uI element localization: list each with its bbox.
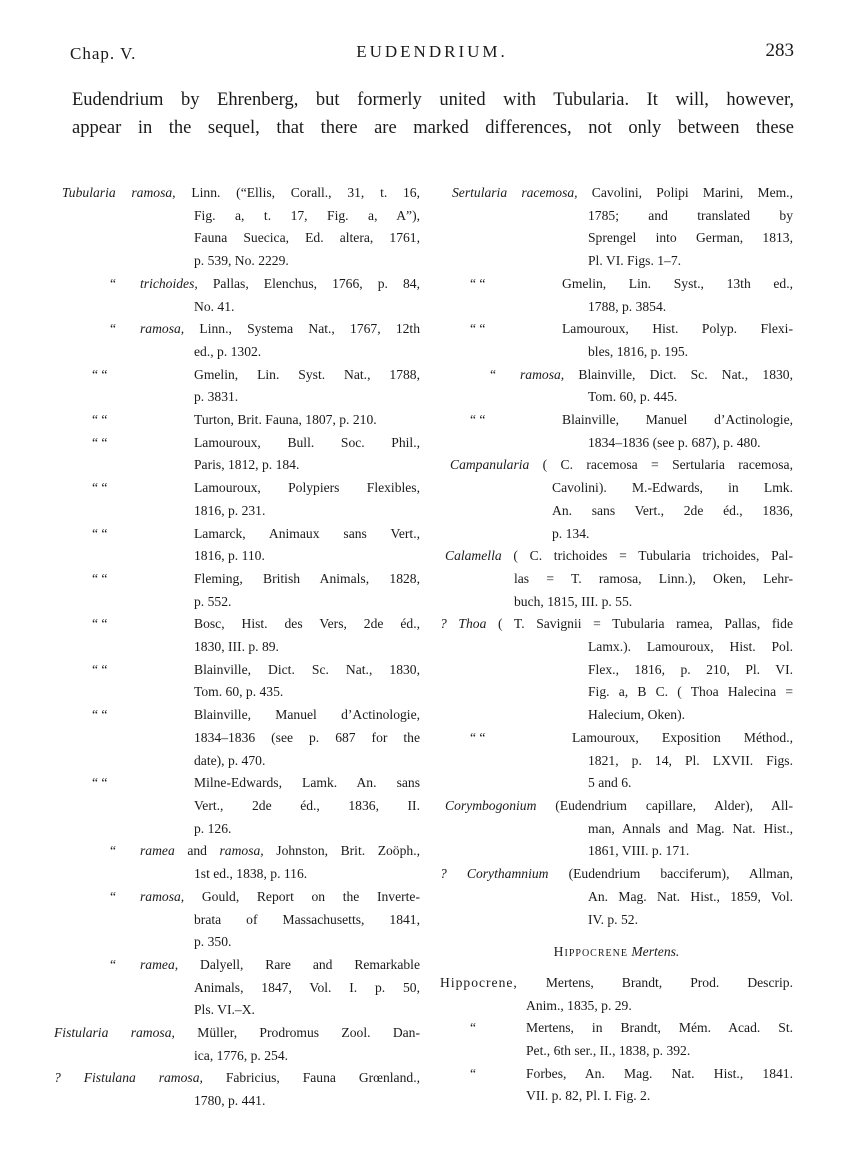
citation-line: (Eudendrium capillare, Alder), All- — [555, 797, 793, 813]
synonymy-entry — [440, 795, 793, 863]
citation-line: (Eudendrium bacciferum), Allman, — [568, 866, 793, 882]
taxon-name: Hippocrene, — [440, 974, 518, 990]
citation-line: 5 and 6. — [588, 775, 632, 791]
citation-line: Fig. a, t. 17, Fig. a, A”), — [194, 207, 420, 223]
synonymy-entry — [440, 273, 793, 318]
ditto-mark: “ “ — [92, 525, 108, 541]
citation-line: brata of Massachusetts, 1841, — [194, 911, 420, 927]
citation-line: p. 350. — [194, 934, 232, 950]
taxon-name: Campanularia — [450, 457, 530, 473]
synonymy-entry — [62, 318, 420, 363]
taxon-name: Corymbogonium — [445, 797, 537, 813]
ditto-mark: “ “ — [92, 570, 108, 586]
synonymy-entry — [62, 364, 420, 409]
citation-line: las = T. ramosa, Linn.), Oken, Lehr- — [514, 570, 793, 586]
synonymy-left-column — [54, 182, 421, 1113]
ditto-mark: “ “ — [92, 707, 108, 723]
citation-line: Fauna Suecica, Ed. altera, 1761, — [194, 230, 420, 246]
citation-line: Gmelin, Lin. Syst., 13th ed., — [562, 275, 793, 291]
citation-line: Forbes, An. Mag. Nat. Hist., 1841. — [526, 1065, 793, 1081]
citation-line: Tom. 60, p. 445. — [588, 389, 678, 405]
citation-line: ( C. racemosa = Sertularia racemosa, — [542, 457, 793, 473]
intro-line: appear in the sequel, that there are marked differences, not only between these — [72, 118, 794, 138]
synonymy-entry — [62, 273, 420, 318]
citation-line: Lamouroux, Polypiers Flexibles, — [194, 480, 420, 496]
citation-line: Gmelin, Lin. Syst. Nat., 1788, — [194, 366, 420, 382]
ditto-mark: “ “ — [92, 775, 108, 791]
citation-line: Linn. (“Ellis, Corall., 31, t. 16, — [191, 185, 420, 200]
synonymy-entry — [62, 954, 420, 1022]
taxon-name: ramosa, — [140, 888, 185, 904]
citation-line: Bosc, Hist. des Vers, 2de éd., — [194, 616, 420, 632]
citation-line: An. Mag. Nat. Hist., 1859, Vol. — [588, 888, 793, 904]
synonymy-entry — [62, 704, 420, 772]
ditto-mark: “ “ — [470, 412, 486, 428]
synonymy-entry — [62, 477, 420, 522]
ditto-mark: “ — [470, 1020, 477, 1036]
taxon-name: ramosa, — [219, 843, 264, 859]
citation-line: An. sans Vert., 2de éd., 1836, — [552, 502, 793, 518]
synonymy-entry — [440, 545, 793, 613]
citation-line: No. 41. — [194, 298, 235, 314]
citation-line: Flex., 1816, p. 210, Pl. VI. — [588, 661, 793, 677]
chapter-label: Chap. V. — [70, 44, 137, 63]
citation-line: ( T. Savignii = Tubularia ramea, Pallas, fide — [498, 616, 793, 632]
synonymy-entry — [440, 182, 793, 273]
taxon-name: ramosa, — [140, 321, 185, 337]
citation-line: Blainville, Dict. Sc. Nat., 1830, — [578, 366, 793, 382]
synonymy-entry — [62, 886, 420, 954]
citation-line: 1830, III. p. 89. — [194, 639, 279, 655]
taxon-name: ramea — [140, 843, 175, 859]
synonymy-entry — [440, 727, 793, 795]
citation-line: Pallas, Elenchus, 1766, p. 84, — [212, 275, 420, 291]
ditto-mark: “ “ — [92, 412, 108, 428]
citation-line: Lamarck, Animaux sans Vert., — [194, 525, 420, 541]
citation-line: 1816, p. 110. — [194, 548, 265, 564]
citation-line: Sprengel into German, 1813, — [588, 230, 793, 246]
citation-line: Pls. VI.–X. — [194, 1002, 255, 1018]
citation-line: Anim., 1835, p. 29. — [526, 997, 632, 1013]
citation-line: Vert., 2de éd., 1836, II. — [194, 797, 420, 813]
connector-text: and — [174, 843, 220, 859]
citation-line: Mertens, Brandt, Prod. Descrip. — [545, 974, 793, 990]
citation-line: Halecium, Oken). — [588, 707, 686, 723]
synonymy-entry — [62, 840, 420, 885]
citation-line: Müller, Prodromus Zool. Dan- — [197, 1025, 421, 1041]
citation-line: bles, 1816, p. 195. — [588, 343, 689, 359]
citation-line: Mertens, in Brandt, Mém. Acad. St. — [526, 1020, 793, 1036]
citation-line: Animals, 1847, Vol. I. p. 50, — [194, 979, 420, 995]
page-number: 283 — [765, 40, 794, 61]
section-genus: Hippocrene — [553, 944, 628, 960]
synonymy-entry — [62, 523, 420, 568]
synonymy-entry — [62, 772, 420, 840]
citation-line: Lamouroux, Exposition Méthod., — [572, 729, 793, 745]
citation-line: 1861, VIII. p. 171. — [588, 843, 690, 859]
ditto-mark: “ “ — [92, 366, 108, 382]
ditto-mark: “ — [110, 956, 117, 972]
citation-line: Turton, Brit. Fauna, 1807, p. 210. — [194, 412, 377, 428]
citation-line: Pl. VI. Figs. 1–7. — [588, 253, 682, 269]
citation-line: Blainville, Manuel d’Actinologie, — [194, 707, 420, 723]
synonymy-entry — [440, 1063, 793, 1108]
citation-line: Milne-Edwards, Lamk. An. sans — [194, 775, 420, 791]
citation-line: 1821, p. 14, Pl. LXVII. Figs. — [588, 752, 793, 768]
ditto-mark: “ — [110, 321, 117, 337]
synonymy-entry — [62, 409, 420, 432]
section-heading — [440, 941, 793, 964]
citation-line: Pet., 6th ser., II., 1838, p. 392. — [526, 1043, 691, 1059]
citation-line: Cavolini). M.-Edwards, in Lmk. — [552, 480, 793, 496]
taxon-name: ramea, — [140, 956, 179, 972]
citation-line: ( C. trichoides = Tubularia trichoides, Pal- — [513, 548, 793, 564]
citation-line: 1834–1836 (see p. 687 for the — [194, 729, 420, 745]
citation-line: Fabricius, Fauna Grœnland., — [225, 1070, 420, 1086]
citation-line: buch, 1815, III. p. 55. — [514, 593, 633, 609]
taxon-name: ramosa, — [520, 366, 565, 382]
citation-line: 1st ed., 1838, p. 116. — [194, 866, 308, 882]
synonymy-entry — [62, 568, 420, 613]
taxon-name: ? Corythamnium — [440, 866, 549, 882]
citation-line: Paris, 1812, p. 184. — [194, 457, 300, 473]
ditto-mark: “ “ — [470, 275, 486, 291]
citation-line: ed., p. 1302. — [194, 343, 262, 359]
citation-line: Johnston, Brit. Zoöph., — [276, 843, 420, 859]
ditto-mark: “ “ — [92, 661, 108, 677]
taxon-name: trichoides, — [140, 275, 198, 291]
ditto-mark: “ — [110, 888, 117, 904]
citation-line: IV. p. 52. — [588, 911, 638, 927]
taxon-name: Fistularia ramosa, — [54, 1025, 175, 1041]
taxon-name: Tubularia ramosa, — [62, 185, 176, 200]
synonymy-entry — [62, 613, 420, 658]
citation-line: 1788, p. 3854. — [588, 298, 667, 314]
citation-line: 1780, p. 441. — [194, 1093, 266, 1109]
synonymy-entry — [54, 1022, 421, 1067]
ditto-mark: “ “ — [92, 616, 108, 632]
citation-line: Lamx.). Lamouroux, Hist. Pol. — [588, 639, 793, 655]
synonymy-entry — [62, 659, 420, 704]
synonymy-entry — [440, 409, 793, 454]
synonymy-entry — [62, 182, 420, 273]
section-author: Mertens. — [631, 944, 680, 960]
citation-line: ica, 1776, p. 254. — [194, 1047, 289, 1063]
ditto-mark: “ — [110, 843, 117, 859]
citation-line: Tom. 60, p. 435. — [194, 684, 284, 700]
citation-line: man, Annals and Mag. Nat. Hist., — [588, 820, 793, 836]
ditto-mark: “ — [110, 275, 117, 291]
taxon-name: ? Fistulana ramosa, — [54, 1070, 203, 1086]
synonymy-entry — [440, 613, 793, 727]
citation-line: 1785; and translated by — [588, 207, 793, 223]
taxon-name: Sertularia racemosa, — [452, 185, 578, 200]
synonymy-entry — [440, 318, 793, 363]
ditto-mark: “ “ — [470, 321, 486, 337]
citation-line: Blainville, Manuel d’Actinologie, — [562, 412, 793, 428]
synonymy-entry — [62, 432, 420, 477]
intro-line: Eudendrium by Ehrenberg, but formerly united with Tubularia. It will, however, — [72, 90, 794, 110]
synonymy-entry — [440, 1017, 793, 1062]
citation-line: p. 126. — [194, 820, 232, 836]
citation-line: p. 539, No. 2229. — [194, 253, 289, 269]
citation-line: date), p. 470. — [194, 752, 266, 768]
ditto-mark: “ — [470, 1065, 477, 1081]
citation-line: p. 134. — [552, 525, 590, 541]
citation-line: Fleming, British Animals, 1828, — [194, 570, 420, 586]
running-header — [70, 40, 794, 70]
ditto-mark: “ — [490, 366, 497, 382]
taxon-name: Calamella — [445, 548, 502, 564]
citation-line: Blainville, Dict. Sc. Nat., 1830, — [194, 661, 420, 677]
synonymy-entry — [440, 454, 793, 545]
citation-line: Dalyell, Rare and Remarkable — [200, 956, 420, 972]
taxon-name: ? Thoa — [440, 616, 487, 632]
ditto-mark: “ “ — [92, 480, 108, 496]
citation-line: p. 552. — [194, 593, 232, 609]
citation-line: Fig. a, B C. ( Thoa Halecina = — [588, 684, 793, 700]
synonymy-entry — [440, 364, 793, 409]
citation-line: 1834–1836 (see p. 687), p. 480. — [588, 434, 761, 450]
citation-line: Lamouroux, Hist. Polyp. Flexi- — [562, 321, 793, 337]
synonymy-entry — [440, 863, 793, 931]
citation-line: Lamouroux, Bull. Soc. Phil., — [194, 434, 420, 450]
page-title: EUDENDRIUM. — [356, 42, 508, 61]
citation-line: Gould, Report on the Inverte- — [201, 888, 420, 904]
ditto-mark: “ “ — [470, 729, 486, 745]
synonymy-right-column — [440, 182, 793, 1108]
synonymy-entry — [440, 972, 793, 1017]
ditto-mark: “ “ — [92, 434, 108, 450]
synonymy-entry — [54, 1067, 420, 1112]
citation-line: 1816, p. 231. — [194, 502, 266, 518]
citation-line: VII. p. 82, Pl. I. Fig. 2. — [526, 1088, 651, 1104]
intro-paragraph — [72, 86, 794, 142]
citation-line: Linn., Systema Nat., 1767, 12th — [199, 321, 420, 337]
citation-line: Cavolini, Polipi Marini, Mem., — [591, 185, 793, 200]
citation-line: p. 3831. — [194, 389, 239, 405]
